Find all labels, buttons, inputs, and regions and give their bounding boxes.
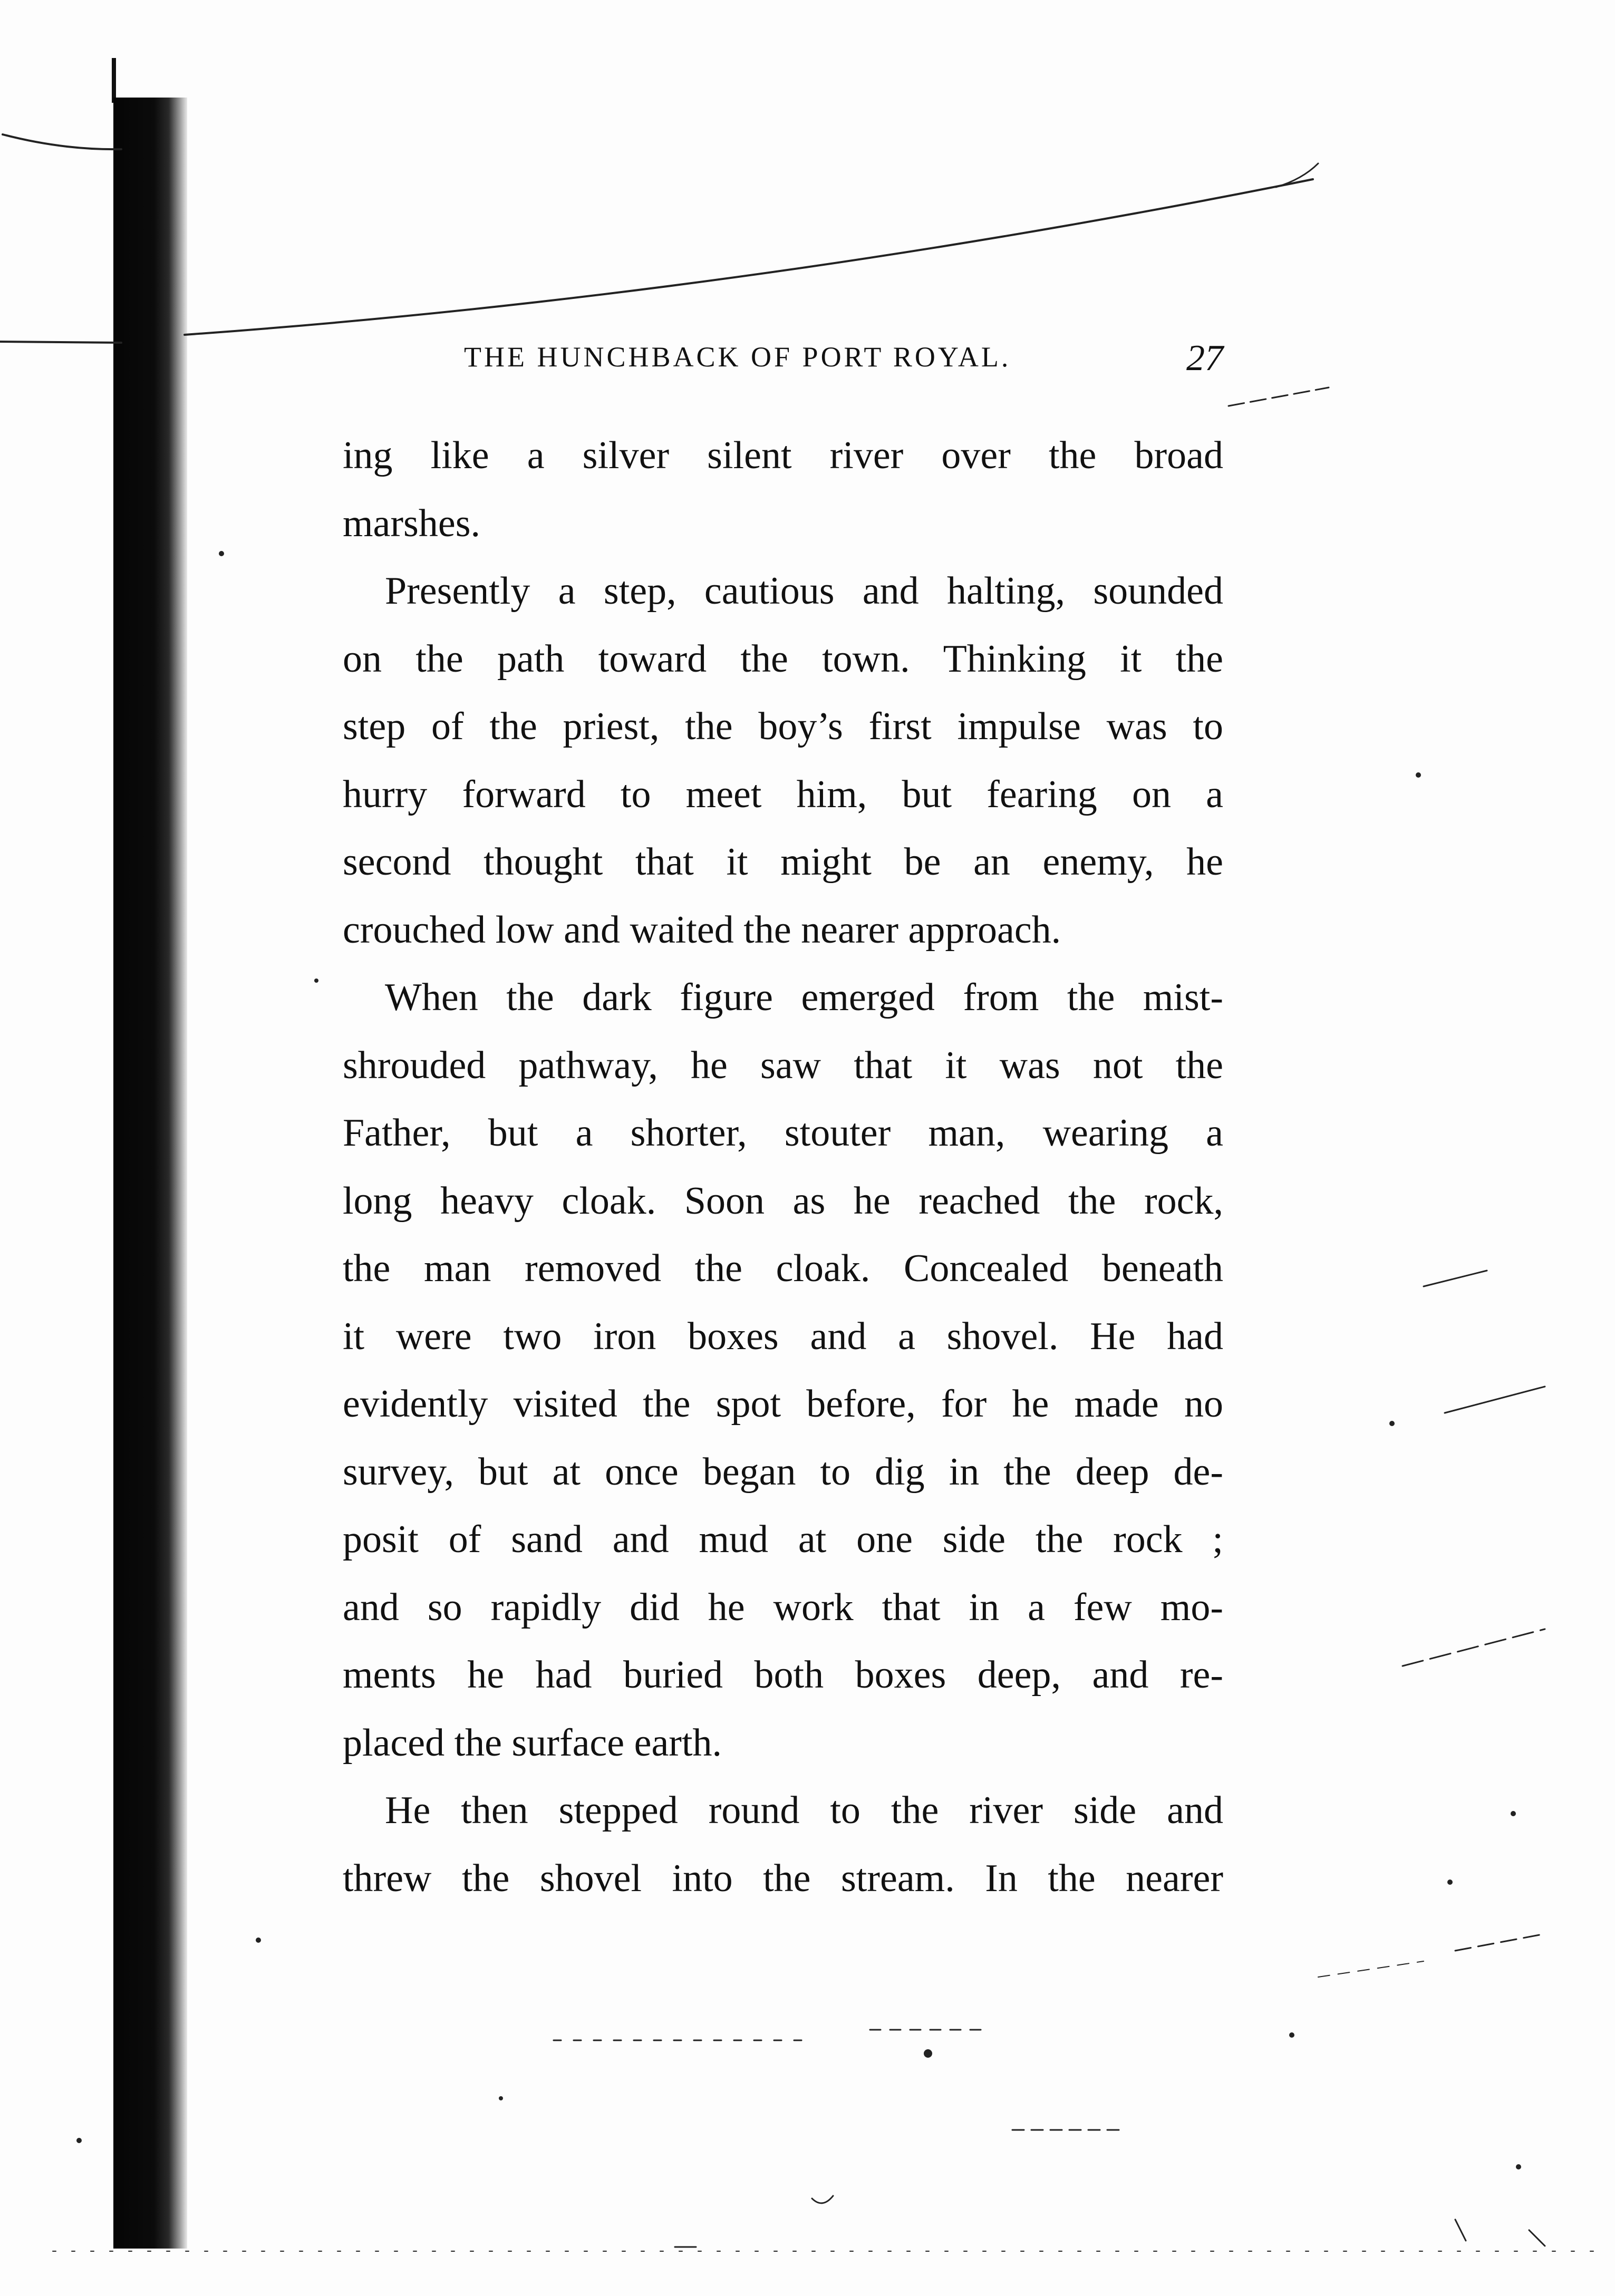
text-line: it were two iron boxes and a shovel. He had (343, 1314, 1223, 1358)
text-line: on the path toward the town. Thinking it the (343, 637, 1223, 681)
scan-speck-1 (219, 551, 224, 556)
body-text (343, 422, 1223, 1912)
page-number: 27 (1186, 338, 1223, 379)
scan-stroke-3 (185, 179, 1313, 335)
text-line: shrouded pathway, he saw that it was not the (343, 1043, 1223, 1087)
scan-speck-10 (1289, 2032, 1294, 2038)
text-line: long heavy cloak. Soon as he reached the rock, (343, 1179, 1223, 1223)
scan-stroke-14 (812, 2196, 833, 2203)
text-line: crouched low and waited the nearer approach. (343, 908, 1061, 952)
text-line: ments he had buried both boxes deep, and re- (343, 1653, 1223, 1697)
text-line: evidently visited the spot before, for he made no (343, 1382, 1223, 1426)
scan-stroke-17 (1455, 2220, 1466, 2241)
text-line: second thought that it might be an enemy, he (343, 840, 1223, 884)
text-line: hurry forward to meet him, but fearing on a (343, 772, 1223, 816)
scan-stroke-18 (1529, 2230, 1545, 2246)
scan-stroke-6 (1424, 1271, 1487, 1286)
scan-stroke-8 (1403, 1629, 1545, 1666)
text-line: threw the shovel into the stream. In the nearer (343, 1856, 1223, 1900)
text-line: Father, but a shorter, stouter man, wearing a (343, 1111, 1223, 1155)
scan-speck-3 (1389, 1421, 1395, 1426)
running-title: THE HUNCHBACK OF PORT ROYAL. (464, 341, 1011, 373)
scan-speck-5 (1447, 1880, 1453, 1885)
text-line: marshes. (343, 501, 480, 545)
scan-speck-9 (1516, 2164, 1521, 2169)
scan-stroke-5 (1229, 387, 1329, 406)
scan-stroke-2 (0, 342, 121, 343)
text-line: ing like a silver silent river over the broad (343, 434, 1223, 477)
text-line: posit of sand and mud at one side the rock ; (343, 1518, 1223, 1561)
scan-stroke-1 (3, 134, 121, 149)
scan-stroke-9 (1455, 1935, 1540, 1951)
scan-speck-2 (1416, 772, 1421, 778)
text-line: placed the surface earth. (343, 1721, 722, 1765)
scan-speck-7 (924, 2049, 932, 2058)
scan-speck-8 (76, 2138, 82, 2143)
scan-speck-11 (499, 2096, 503, 2100)
text-line: When the dark figure emerged from the mist- (385, 976, 1223, 1019)
text-line: survey, but at once began to dig in the deep de- (343, 1450, 1223, 1494)
text-line: Presently a step, cautious and halting, sounded (385, 569, 1223, 613)
text-line: and so rapidly did he work that in a few mo- (343, 1585, 1223, 1629)
running-head (337, 337, 1223, 380)
scan-speck-6 (256, 1937, 261, 1943)
scan-speck-12 (314, 979, 318, 983)
text-line: He then stepped round to the river side and (385, 1789, 1223, 1832)
scan-stroke-4 (1276, 163, 1318, 187)
text-line: the man removed the cloak. Concealed beneath (343, 1247, 1223, 1290)
scan-stroke-7 (1445, 1387, 1545, 1413)
scan-speck-4 (1511, 1811, 1516, 1816)
text-line: step of the priest, the boy’s first impulse was to (343, 705, 1223, 748)
scan-stroke-10 (1318, 1961, 1424, 1977)
